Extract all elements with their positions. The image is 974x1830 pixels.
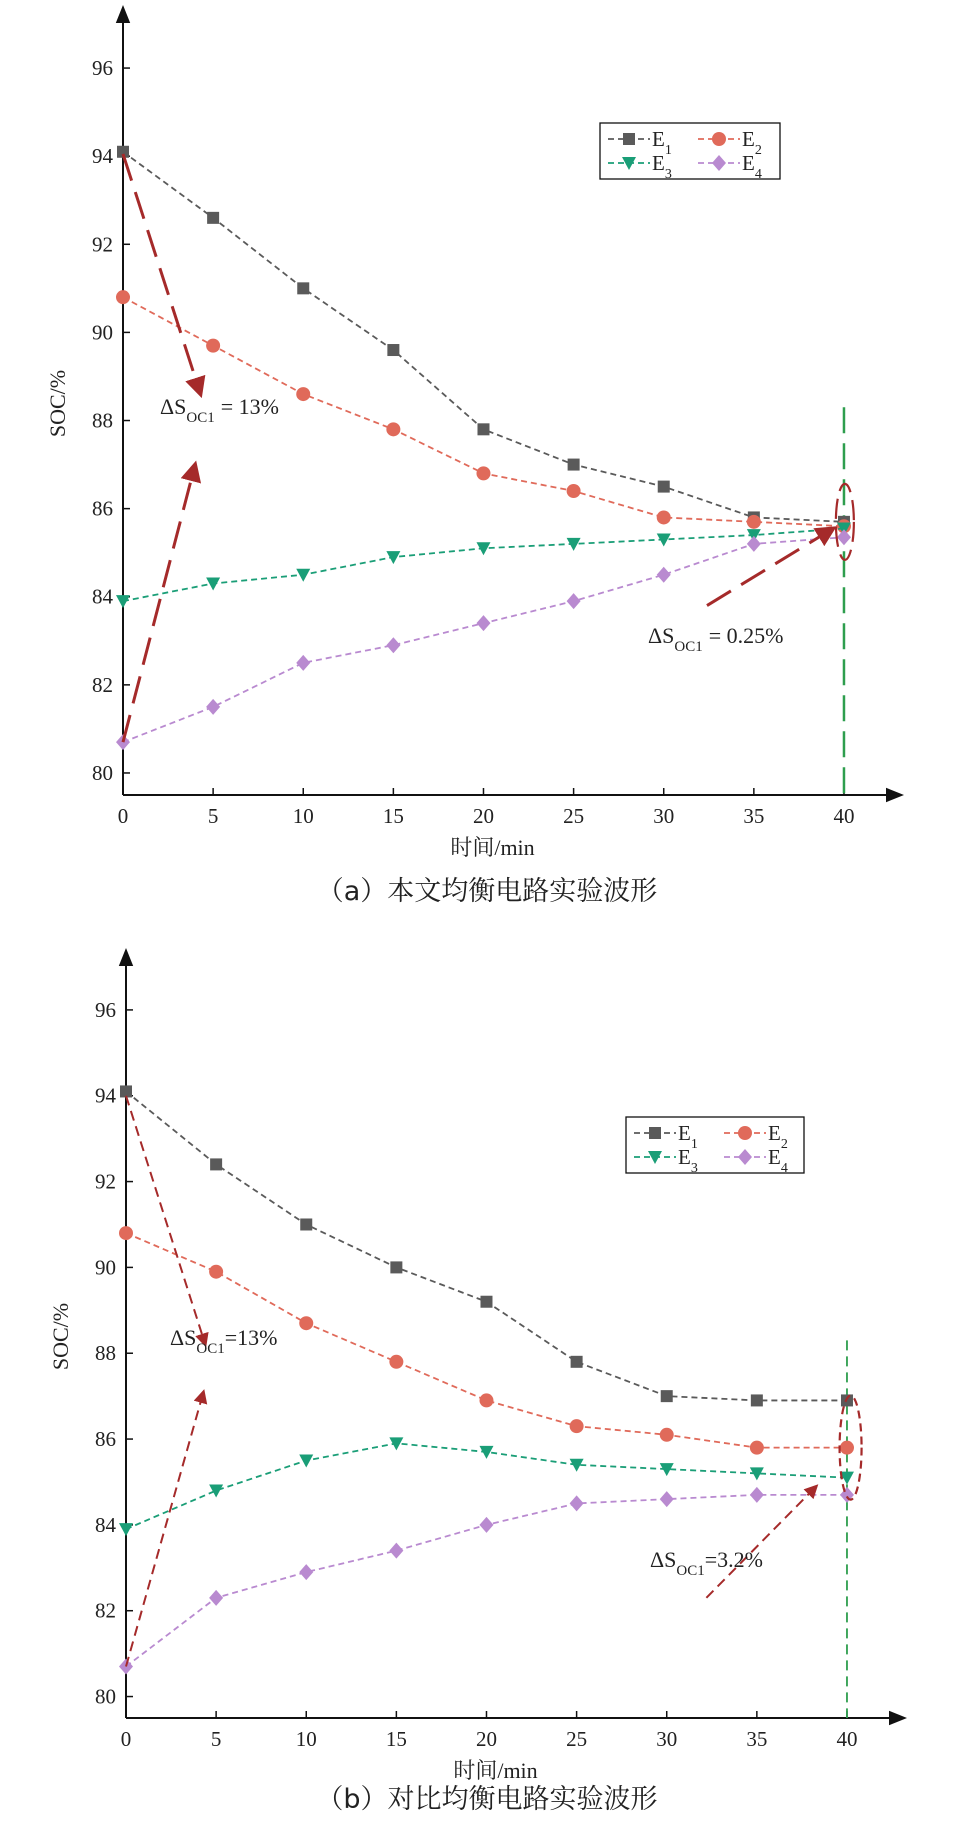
data-point-E4 (750, 1487, 764, 1503)
x-tick-label: 0 (120, 1727, 132, 1751)
data-point-E2 (386, 422, 400, 436)
legend-label-main: E (742, 151, 755, 175)
y-tick-label: 96 (92, 56, 113, 81)
x-tick-label: 30 (656, 1727, 678, 1751)
legend-a (600, 123, 780, 182)
x-tick-label: 25 (563, 804, 585, 828)
data-point-E2 (296, 387, 310, 401)
annotation-arrow-a-3 (707, 528, 833, 605)
data-point-E4 (296, 655, 310, 671)
data-point-E2 (657, 510, 671, 524)
x-tick-label: 40 (833, 804, 855, 828)
data-point-E2 (750, 1441, 764, 1455)
data-point-E1 (658, 481, 670, 493)
legend-marker-E2 (738, 1126, 752, 1140)
data-point-E2 (479, 1393, 493, 1407)
legend-label-main: E (678, 1145, 691, 1169)
data-point-E1 (207, 212, 219, 224)
y-tick-label: 90 (95, 1255, 116, 1280)
x-tick-label: 5 (207, 804, 219, 828)
x-tick-label: 15 (382, 804, 404, 828)
annotation-arrow-a-2 (123, 465, 195, 743)
data-point-E4 (837, 529, 851, 545)
x-axis-label: 时间/min (450, 835, 535, 860)
data-point-E2 (567, 484, 581, 498)
data-point-E4 (479, 1517, 493, 1533)
legend-label-sub: 1 (690, 1136, 698, 1152)
y-tick-label: 82 (92, 672, 113, 697)
chart-panel-a (45, 14, 895, 907)
caption-b: （b）对比均衡电路实验波形 (316, 1784, 658, 1815)
annotation-b-1: $\Delta S_{OC1}=13\%$ (170, 1325, 278, 1357)
series-E4-b (119, 1487, 854, 1675)
legend-label-main: E (652, 151, 665, 175)
legend-label-sub: 3 (664, 166, 672, 182)
data-point-E1 (480, 1296, 492, 1308)
y-tick-label: 86 (95, 1427, 116, 1452)
legend-label-main: E (742, 127, 755, 151)
data-point-E4 (747, 536, 761, 552)
x-tick-label: 15 (385, 1727, 407, 1751)
data-point-E4 (386, 637, 400, 653)
data-point-E1 (477, 423, 489, 435)
series-line-E3 (123, 528, 844, 601)
data-point-E1 (661, 1390, 673, 1402)
legend-label-main: E (768, 1121, 781, 1145)
data-point-E3 (389, 1437, 403, 1450)
annotation-arrow-b-2 (126, 1392, 204, 1667)
annotation-a-2: $\Delta S_{OC1} = 0.25\%$ (648, 623, 784, 655)
data-point-E4 (657, 567, 671, 583)
data-point-E2 (747, 515, 761, 529)
data-point-E1 (568, 459, 580, 471)
data-point-E4 (570, 1495, 584, 1511)
x-tick-label: 35 (743, 804, 765, 828)
data-point-E2 (389, 1355, 403, 1369)
annotation-arrow-a-1 (123, 154, 201, 394)
x-tick-label: 5 (210, 1727, 222, 1751)
data-point-E2 (660, 1428, 674, 1442)
annotation-b-2: $\Delta S_{OC1}=3.2\%$ (650, 1547, 763, 1579)
data-point-E3 (296, 569, 310, 582)
legend-label-sub: 4 (780, 1160, 788, 1176)
legend-b (626, 1117, 804, 1176)
y-tick-label: 86 (92, 496, 113, 521)
data-point-E1 (300, 1218, 312, 1230)
x-tick-label: 30 (653, 804, 675, 828)
y-tick-label: 92 (92, 232, 113, 257)
chart-panel-b (48, 957, 898, 1815)
data-point-E4 (299, 1564, 313, 1580)
data-point-E1 (571, 1356, 583, 1368)
legend-label-main: E (652, 127, 665, 151)
data-point-E3 (299, 1455, 313, 1468)
x-tick-label: 40 (836, 1727, 858, 1751)
y-tick-label: 84 (95, 1512, 116, 1537)
caption-a: （a）本文均衡电路实验波形 (316, 876, 658, 907)
x-tick-label: 35 (746, 1727, 768, 1751)
data-point-E3 (206, 578, 220, 591)
data-point-E4 (660, 1491, 674, 1507)
data-point-E2 (299, 1316, 313, 1330)
annotations-b (170, 1325, 763, 1579)
legend-label-sub: 3 (690, 1160, 698, 1176)
y-tick-label: 82 (95, 1598, 116, 1623)
annotation-a-1: $\Delta S_{OC1} = 13\%$ (160, 394, 279, 426)
legend-label-main: E (768, 1145, 781, 1169)
data-point-E3 (476, 542, 490, 555)
data-point-E2 (206, 339, 220, 353)
data-point-E4 (567, 593, 581, 609)
data-point-E4 (476, 615, 490, 631)
y-tick-label: 80 (95, 1684, 116, 1709)
legend-label-sub: 2 (754, 142, 762, 158)
y-tick-label: 90 (92, 320, 113, 345)
data-point-E3 (209, 1485, 223, 1498)
annotation-arrow-b-1 (126, 1096, 205, 1345)
data-point-E3 (119, 1523, 133, 1536)
y-axis-label: SOC/% (45, 369, 70, 438)
data-point-E3 (116, 595, 130, 608)
legend-marker-E2 (712, 132, 726, 146)
y-tick-label: 92 (95, 1169, 116, 1194)
x-tick-label: 20 (472, 804, 494, 828)
x-tick-label: 20 (475, 1727, 497, 1751)
legend-label-main: E (678, 1121, 691, 1145)
data-point-E1 (387, 344, 399, 356)
y-tick-label: 94 (92, 144, 113, 169)
data-point-E4 (209, 1590, 223, 1606)
legend-label-sub: 1 (664, 142, 672, 158)
data-point-E1 (210, 1158, 222, 1170)
x-axis-label: 时间/min (453, 1758, 538, 1783)
annotation-arrow-b-3 (706, 1486, 816, 1598)
data-point-E4 (389, 1543, 403, 1559)
data-point-E2 (476, 466, 490, 480)
series-E3-a (116, 522, 851, 608)
data-point-E2 (840, 1441, 854, 1455)
data-point-E4 (206, 699, 220, 715)
data-point-E3 (386, 551, 400, 564)
annotations-a (160, 394, 783, 655)
data-point-E2 (116, 290, 130, 304)
y-tick-label: 80 (92, 760, 113, 785)
legend-label-sub: 4 (754, 166, 762, 182)
y-axis-label: SOC/% (48, 1302, 73, 1371)
data-point-E1 (297, 282, 309, 294)
data-point-E2 (209, 1265, 223, 1279)
data-point-E1 (751, 1394, 763, 1406)
y-tick-label: 94 (95, 1083, 116, 1108)
legend-marker-E1 (649, 1127, 661, 1139)
legend-label-sub: 2 (780, 1136, 788, 1152)
x-tick-label: 10 (292, 804, 314, 828)
data-point-E2 (570, 1419, 584, 1433)
legend-marker-E1 (623, 133, 635, 145)
x-tick-label: 10 (295, 1727, 317, 1751)
y-tick-label: 84 (92, 584, 113, 609)
series-line-E1 (123, 152, 844, 522)
data-point-E1 (390, 1261, 402, 1273)
y-tick-label: 88 (92, 408, 113, 433)
x-tick-label: 25 (566, 1727, 588, 1751)
x-tick-label: 0 (117, 804, 129, 828)
data-point-E1 (120, 1085, 132, 1097)
data-point-E2 (119, 1226, 133, 1240)
y-tick-label: 88 (95, 1341, 116, 1366)
y-tick-label: 96 (95, 997, 116, 1022)
